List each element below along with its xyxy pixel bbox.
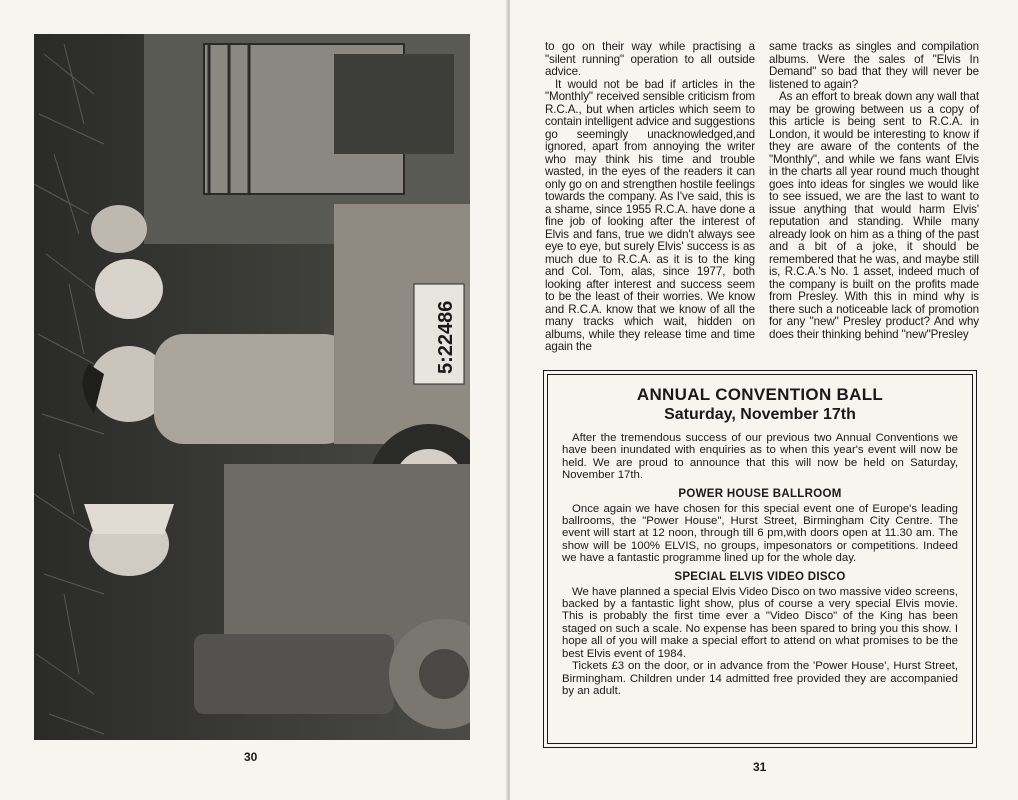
article-paragraph: As an effort to break down any wall that may be growing between us a copy of this article is being sent to R.C.A. in London, it would be interesting to know if they are aware of the contents of the "Monthly", and while we fans want Elvis in the charts all year round much thought goes into ideas for singles we would like to see issued, we are the last to want to issue anything that would harm Elvis' reputation and standing. While many already look on him as a thing of the past and a bit of a joke, it should be remembered that he was, and maybe still is, R.C.A.'s No. 1 asset, indeed much of the company is built on the profits made from Presley. With this in mind why is there such a noticeable lack of promotion for any "new" Presley product? And why does their thinking behind "new"Presley bbox=[769, 90, 979, 341]
notice-intro: After the tremendous success of our previous two Annual Conventions we have been inundated with enquiries as to when this year's event will now be held. We are proud to announce that this will now be held on Saturday, November 17th. bbox=[562, 432, 958, 482]
article-column-2 bbox=[769, 41, 979, 341]
plate-text: 5:22486 bbox=[435, 300, 457, 374]
article-paragraph: to go on their way while practising a "silent running" operation to all outside advice. bbox=[545, 40, 755, 78]
right-page bbox=[510, 0, 1018, 800]
left-page bbox=[0, 0, 508, 800]
photo-illustration bbox=[34, 34, 470, 740]
page-number: 30 bbox=[244, 750, 258, 764]
article-column-1 bbox=[545, 41, 755, 354]
tickets-text: Tickets £3 on the door, or in advance from the 'Power House', Hurst Street, Birmingham. Children under 14 admitted free provided they are accompanied by an adult. bbox=[562, 660, 958, 697]
section-heading-video-disco: SPECIAL ELVIS VIDEO DISCO bbox=[674, 570, 846, 583]
notice-title: ANNUAL CONVENTION BALL bbox=[636, 385, 884, 404]
article-paragraph: It would not be bad if articles in the "Monthly" received sensible criticism from R.C.A., but when articles which seem to contain intelligent advice and suggestions go seemingly unacknowledged,and ignored, apart from annoying the writer who may think his time and trouble wasted, in the eyes of the readers it can only go on and strengthen hostile feelings towards the company. As I've said, this is a shame, since 1955 R.C.A. have done a fine job of looking after the interest of Elvis and fans, true we didn't always see eye to eye, but surely Elvis' success is as much due to R.C.A. as it is to the king and Col. Tom, alas, since 1977, both looking after interest and success seem to be the least of their worries. We know and R.C.A. know that we know of all the many tracks which wait, hidden on albums, while they release time and time again the bbox=[545, 77, 755, 353]
page-number: 31 bbox=[753, 760, 767, 774]
elvis-photo bbox=[34, 34, 470, 740]
notice-inner-frame bbox=[547, 374, 973, 744]
article-paragraph: same tracks as singles and compilation albums. Were the sales of "Elvis In Demand" so bad that they will never be listened to again? bbox=[769, 40, 979, 91]
section-text-video-disco: We have planned a special Elvis Video Disco on two massive video screens, backed by a fantastic light show, plus of course a very special Elvis movie. This is probably the first time ever a "Video Disco" of the King has been staged on such a scale. No expense has been spared to bring you this show. I hope all of you will make a special effort to attend on what promises to be the best Elvis event of 1984. bbox=[562, 585, 958, 660]
section-heading-ballroom: POWER HOUSE BALLROOM bbox=[678, 487, 842, 500]
convention-notice-box bbox=[543, 370, 977, 748]
section-text-ballroom: Once again we have chosen for this special event one of Europe's leading ballrooms, the "Power House", Hurst Street, Birmingham City Centre. The event will start at 12 noon, through till 6 pm,with doors open at 11.30 am. The show will be 100% ELVIS, no groups, impesonators or competitions. Indeed we have a fantastic programme lined up for the whole day. bbox=[562, 502, 958, 565]
notice-date: Saturday, November 17th bbox=[664, 406, 856, 423]
